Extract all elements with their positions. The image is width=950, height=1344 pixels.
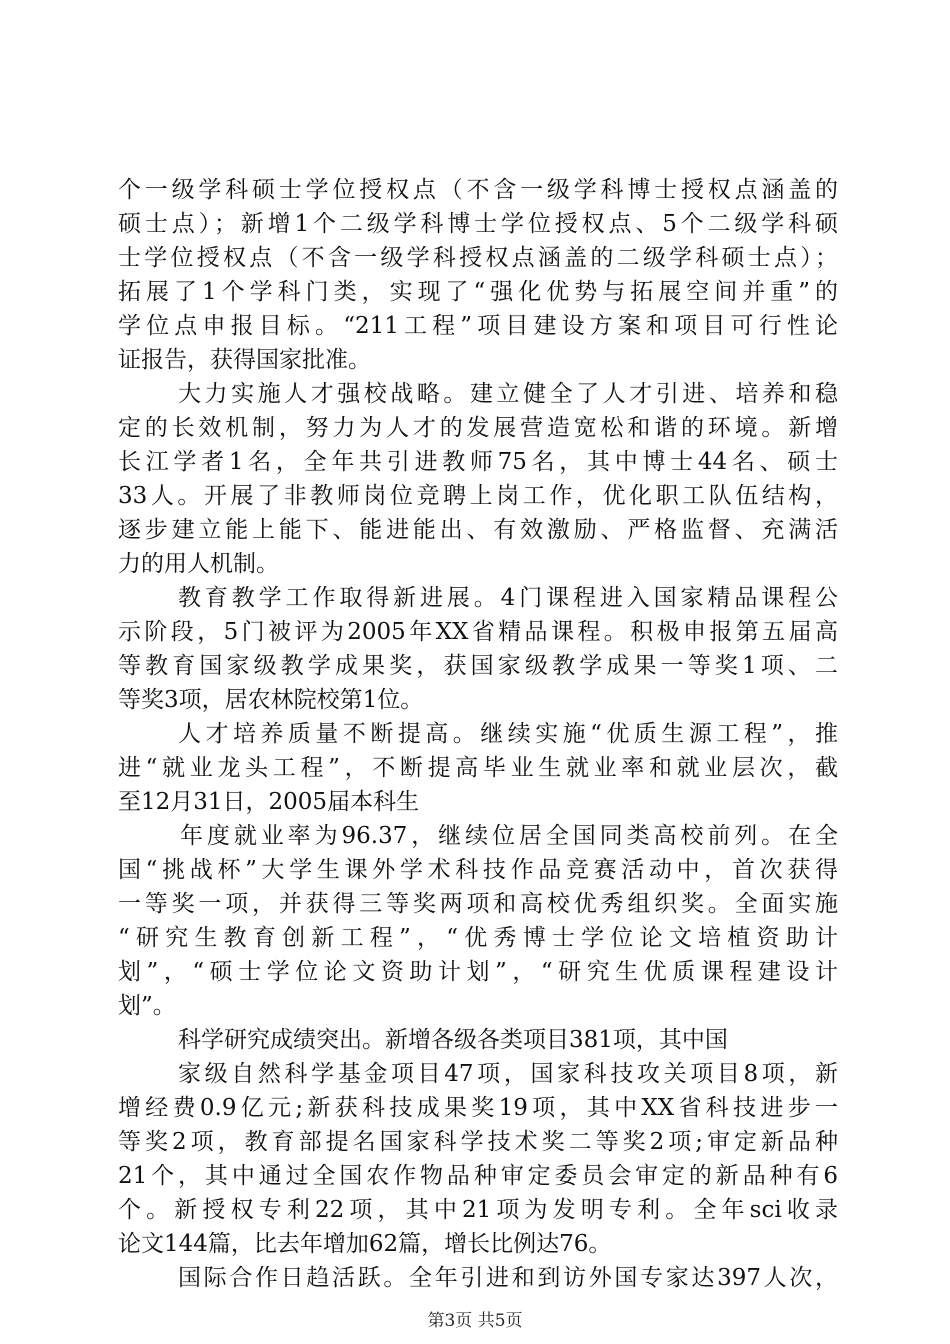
paragraph-first-line: 科学研究成绩突出。新增各级各类项目381项，其中国 [178, 1027, 728, 1053]
paragraph-first-line: 大力实施人才强校战略。建立健全了人才引进、培养和稳 [178, 381, 838, 407]
text-line: 21个，其中通过全国农作物品种审定委员会审定的新品种有6 [118, 1163, 838, 1189]
page-number-footer: 第3页 共5页 [427, 1311, 523, 1331]
text-line: 力的用人机制。 [118, 551, 279, 577]
text-line: 示阶段，5门被评为2005年XX省精品课程。积极申报第五届高 [118, 619, 838, 645]
paragraph-first-line: 教育教学工作取得新进展。4门课程进入国家精品课程公 [178, 585, 838, 611]
text-line: 拓展了1个学科门类，实现了“强化优势与拓展空间并重”的 [118, 279, 838, 305]
paragraph-first-line: 人才培养质量不断提高。继续实施“优质生源工程”，推 [178, 721, 838, 747]
text-line: 学位点申报目标。“211工程”项目建设方案和项目可行性论 [118, 313, 838, 339]
text-line: 增经费0.9亿元;新获科技成果奖19项，其中XX省科技进步一 [118, 1095, 838, 1121]
text-line: “研究生教育创新工程”，“优秀博士学位论文培植资助计 [118, 925, 838, 951]
text-line: 划”。 [118, 993, 176, 1019]
text-line: 论文144篇，比去年增加62篇，增长比例达76。 [118, 1231, 612, 1257]
text-line: 定的长效机制，努力为人才的发展营造宽松和谐的环境。新增 [118, 415, 838, 441]
paragraph-first-line: 国际合作日趋活跃。全年引进和到访外国专家达397人次， [178, 1265, 838, 1291]
text-line: 硕士点）；新增1个二级学科博士学位授权点、5个二级学科硕 [118, 211, 838, 237]
text-line: 一等奖一项，并获得三等奖两项和高校优秀组织奖。全面实施 [118, 891, 838, 917]
text-line: 进“就业龙头工程”，不断提高毕业生就业率和就业层次，截 [118, 755, 838, 781]
text-line: 划”，“硕士学位论文资助计划”，“研究生优质课程建设计 [118, 959, 838, 985]
text-line: 逐步建立能上能下、能进能出、有效激励、严格监督、充满活 [118, 517, 838, 543]
text-line: 等奖3项，居农林院校第1位。 [118, 687, 424, 713]
text-line: 33人。开展了非教师岗位竞聘上岗工作，优化职工队伍结构， [118, 483, 838, 509]
text-line: 个。新授权专利22项，其中21项为发明专利。全年sci收录 [118, 1197, 838, 1223]
paragraph-first-line: 年度就业率为96.37，继续位居全国同类高校前列。在全 [180, 823, 838, 849]
text-line: 证报告，获得国家批准。 [118, 347, 371, 373]
text-line: 等教育国家级教学成果奖，获国家级教学成果一等奖1项、二 [118, 653, 838, 679]
text-line: 长江学者1名，全年共引进教师75名，其中博士44名、硕士 [118, 449, 838, 475]
text-line: 士学位授权点（不含一级学科授权点涵盖的二级学科硕士点）； [118, 245, 838, 271]
text-line: 家级自然科学基金项目47项，国家科技攻关项目8项，新 [178, 1061, 838, 1087]
text-line: 等奖2项，教育部提名国家科学技术奖二等奖2项;审定新品种 [118, 1129, 838, 1155]
text-line: 至12月31日，2005届本科生 [118, 789, 420, 815]
text-line: 国“挑战杯”大学生课外学术科技作品竞赛活动中，首次获得 [118, 857, 838, 883]
text-line: 个一级学科硕士学位授权点（不含一级学科博士授权点涵盖的 [118, 177, 838, 203]
